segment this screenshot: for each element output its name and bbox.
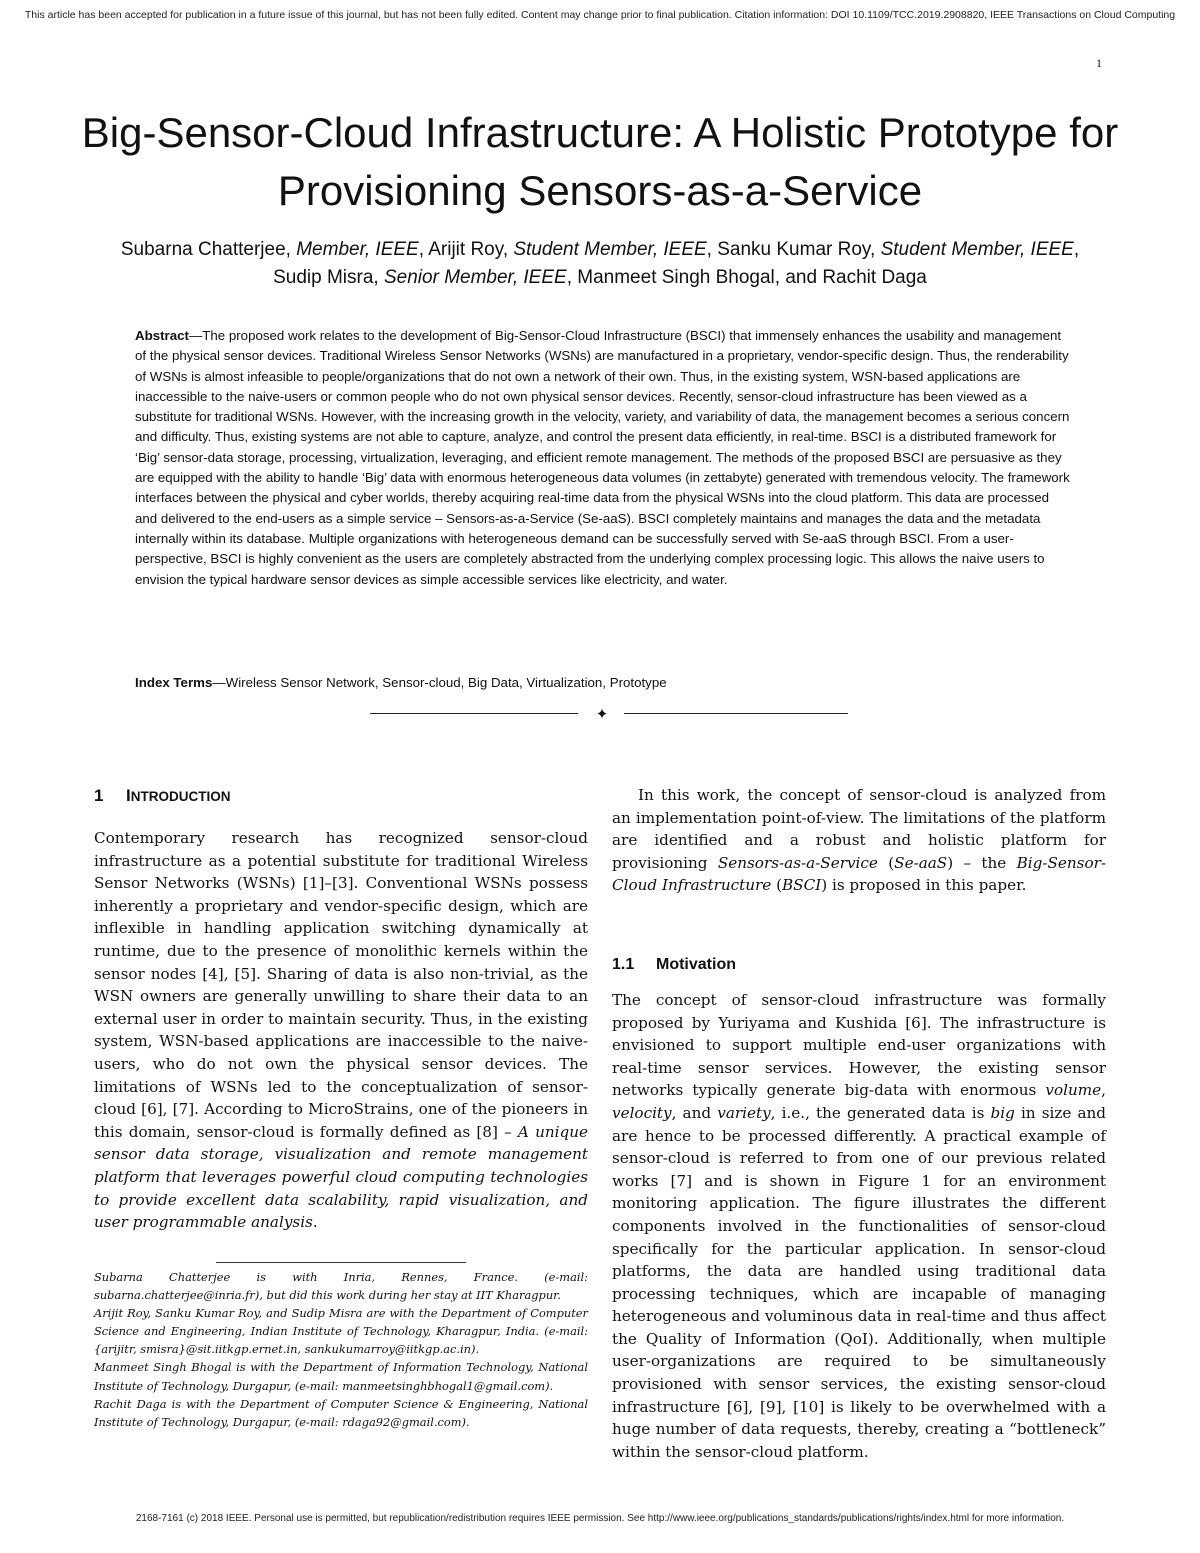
- page-number: 1: [1096, 56, 1102, 70]
- subsection-number: 1.1: [612, 955, 635, 973]
- term-italic: big: [990, 1103, 1015, 1122]
- right-column: [612, 784, 1106, 1463]
- term-italic: velocity: [612, 1103, 672, 1122]
- text-run: (: [771, 876, 783, 895]
- author-role: Member, IEEE: [296, 239, 419, 260]
- author-role: Senior Member, IEEE: [384, 267, 567, 288]
- author-name: Arijit Roy,: [428, 239, 509, 260]
- author-role: Student Member, IEEE: [880, 239, 1074, 260]
- index-terms-text: —Wireless Sensor Network, Sensor-cloud, Big Data, Virtualization, Prototype: [212, 675, 667, 690]
- footnote: Rachit Daga is with the Department of Computer Science & Engineering, National Institute of Technology, Durgapur, (e-mail: rdaga92@gmail.com).: [94, 1396, 588, 1429]
- sensor-cloud-definition-quote: A unique sensor data storage, visualization and remote management platform that leverages powerful cloud computing technologies to provide excellent data scalability, rapid visualization, and user programmable analysis: [94, 1122, 589, 1232]
- abstract-label: Abstract: [135, 328, 189, 343]
- index-terms-label: Index Terms: [135, 675, 213, 690]
- author-name: Sanku Kumar Roy,: [717, 239, 876, 260]
- left-column: [94, 784, 588, 1234]
- text-run: In this work, the concept of sensor-cloud is analyzed from an implementation point-of-view. The limitations of the platform are identified and a robust and holistic platform for provisioning: [612, 786, 1106, 872]
- intro-continuation-paragraph: [612, 784, 1106, 897]
- abstract: [135, 326, 1070, 590]
- introduction-paragraph: [94, 827, 588, 1234]
- text-run: , and: [671, 1103, 718, 1122]
- footnote: Arijit Roy, Sanku Kumar Roy, and Sudip Misra are with the Department of Computer Science and Engineering, Indian Institute of Technology, Kharagpur, India. (e-mail: {arijitr, smisra}@sit.iitkgp.ernet.in, sankukumarroy@iitkgp.ac.in).: [94, 1306, 588, 1357]
- term-italic: BSCI: [782, 876, 822, 895]
- section-number: 1: [94, 786, 104, 805]
- footnote: Subarna Chatterjee is with Inria, Rennes, France. (e-mail: subarna.chatterjee@inria.fr), but did this work during her stay at IIT Kharagpur.: [94, 1270, 588, 1303]
- separator-line-left: [370, 713, 578, 714]
- intro-text-end: .: [312, 1213, 318, 1232]
- footnote: Manmeet Singh Bhogal is with the Department of Information Technology, National Institute of Technology, Durgapur, (e-mail: manmeetsinghbhogal1@gmail.com).: [94, 1360, 588, 1393]
- separator-line-right: [624, 713, 848, 714]
- motivation-paragraph: [612, 989, 1106, 1463]
- header-citation-notice: This article has been accepted for publication in a future issue of this journal, but has not been fully edited. Content may change prior to final publication. Citation information: DOI 10.1109/TCC.2019.2908820, IEEE Transactions on Cloud Computing: [24, 9, 1176, 21]
- text-run: The concept of sensor-cloud infrastructure was formally proposed by Yuriyama and Kushida [6]. The infrastructure is envisioned to support multiple end-user organizations with real-time sensor services. However, the existing sensor networks typically generate big-data with enormous: [612, 990, 1106, 1100]
- author-list: Subarna Chatterjee, Member, IEEE, Arijit Roy, Student Member, IEEE, Sanku Kumar Roy, Student Member, IEEE, Sudip Misra, Senior Member, IEEE, Manmeet Singh Bhogal, and Rachit Daga: [120, 239, 1080, 288]
- section-heading-introduction: [94, 784, 588, 809]
- term-italic: Sensors-as-a-Service: [717, 853, 878, 872]
- text-run: ,: [1101, 1081, 1106, 1100]
- author-name: Manmeet Singh Bhogal, and Rachit Daga: [577, 267, 927, 288]
- subsection-title: Motivation: [656, 955, 736, 973]
- section-separator: [370, 704, 848, 724]
- abstract-text: —The proposed work relates to the development of Big-Sensor-Cloud Infrastructure (BSCI) that immensely enhances the usability and management of the physical sensor devices. Traditional Wireless Sensor Networks (WSNs) are manufactured in a proprietary, vendor-specific design. Thus, the renderability of WSNs is almost infeasible to people/organizations that do not own a network of their own. Thus, in the existing system, WSN-based applications are inaccessible to the naive-users or common people who do not own physical sensor devices. Recently, sensor-cloud infrastructure has been viewed as a substitute for traditional WSNs. However, with the increasing growth in the velocity, variety, and variability of data, the management becomes a serious concern and difficulty. Thus, existing systems are not able to capture, analyze, and control the present data efficiently, in real-time. BSCI is a distributed framework for ‘Big’ sensor-data storage, processing, virtualization, leveraging, and efficient remote management. The methods of the proposed BSCI are persuasive as they are equipped with the ability to handle ‘Big’ data with enormous heterogeneous data volumes (in zettabyte) generated with tremendous velocity. The framework interfaces between the physical and cyber worlds, thereby acquiring real-time data from the physical WSNs into the cloud platform. This data are processed and delivered to the end-users as a simple service – Sensors-as-a-Service (Se-aaS). BSCI completely maintains and manages the data and the metadata internally within its database. Multiple organizations with heterogeneous demand can be successfully served with Se-aaS through BSCI. From a user-perspective, BSCI is highly convenient as the users are completely abstracted from the underlying complex processing logic. This allows the naive users to envision the typical hardware sensor devices as simple accessible services like electricity, and water.: [135, 328, 1070, 587]
- diamond-icon: ✦: [595, 705, 609, 723]
- author-name: Subarna Chatterjee,: [120, 239, 291, 260]
- subsection-heading-motivation: [612, 953, 1106, 977]
- text-run: ) is proposed in this paper.: [821, 876, 1027, 895]
- paper-title: Big-Sensor-Cloud Infrastructure: A Holistic Prototype for Provisioning Sensors-as-a-Service: [81, 109, 1119, 214]
- term-italic: Se-aaS: [894, 853, 948, 872]
- term-italic: Big-Sensor-Cloud Infrastructure: [612, 853, 1106, 895]
- text-run: , i.e., the generated data is: [770, 1103, 991, 1122]
- intro-text: Contemporary research has recognized sensor-cloud infrastructure as a potential substitute for traditional Wireless Sensor Networks (WSNs) [1]–[3]. Conventional WSNs possess inherently a proprietary and vendor-specific design, which are inflexible in handling application switching dynamically at runtime, due to the presence of monolithic kernels within the sensor nodes [4], [5]. Sharing of data is also non-trivial, as the WSN owners are generally unwilling to share their data to an external user in order to maintain security. Thus, in the existing system, WSN-based applications are inaccessible to the naive-users, who do not own the physical sensor devices. The limitations of WSNs led to the conceptualization of sensor-cloud [6], [7]. According to MicroStrains, one of the pioneers in this domain, sensor-cloud is formally defined as [8] –: [94, 829, 588, 1141]
- term-italic: volume: [1045, 1081, 1102, 1100]
- footer-copyright-notice: 2168-7161 (c) 2018 IEEE. Personal use is permitted, but republication/redistribution requires IEEE permission. See http://www.ieee.org/publications_standards/publications/rights/index.html for more information.: [135, 1513, 1065, 1524]
- footnote-divider: [216, 1262, 466, 1263]
- text-run: in size and are hence to be processed differently. A practical example of sensor-cloud is referred to from one of our previous related works [7] and is shown in Figure 1 for an environment monitoring application. The figure illustrates the different components involved in the functionalities of sensor-cloud specifically for the particular application. In sensor-cloud platforms, the data are handled using traditional data processing techniques, which are incapable of managing heterogeneous and voluminous data in real-time and thus affect the Quality of Information (QoI). Additionally, when multiple user-organizations are required to be simultaneously provisioned with sensor services, the existing sensor-cloud infrastructure [6], [9], [10] is likely to be overwhelmed with a huge number of data requests, thereby, creating a “bottleneck” within the sensor-cloud platform.: [612, 1103, 1106, 1461]
- term-italic: variety: [717, 1103, 771, 1122]
- author-name: Sudip Misra,: [273, 267, 379, 288]
- text-run: (: [877, 853, 895, 872]
- section-title-initial: I: [126, 786, 131, 805]
- index-terms: [135, 673, 1070, 693]
- section-title-rest: NTRODUCTION: [130, 789, 231, 804]
- author-role: Student Member, IEEE: [513, 239, 707, 260]
- author-affiliation-footnotes: [94, 1268, 588, 1431]
- text-run: ) – the: [947, 853, 1017, 872]
